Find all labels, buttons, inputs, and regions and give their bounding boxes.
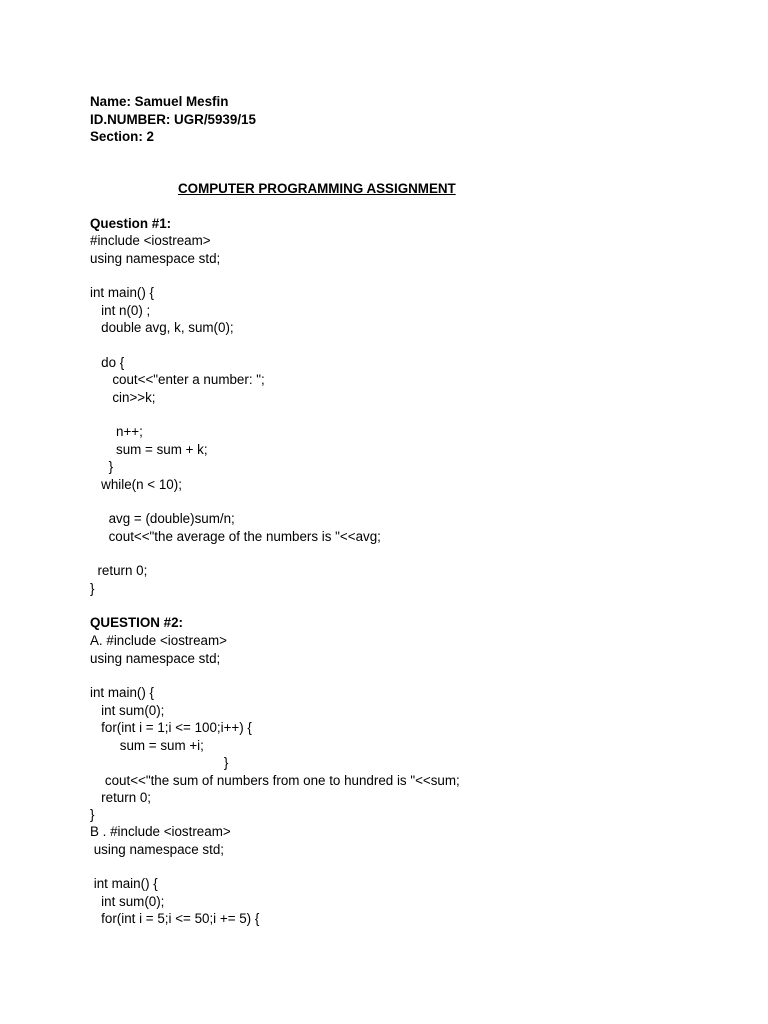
code-line: for(int i = 5;i <= 50;i += 5) {: [90, 911, 260, 926]
code-line: using namespace std;: [90, 251, 221, 266]
code-line: int sum(0);: [90, 894, 165, 909]
student-id-number: ID.NUMBER: UGR/5939/15: [90, 112, 256, 127]
code-line: }: [90, 755, 229, 770]
code-line: using namespace std;: [90, 842, 224, 857]
code-line: avg = (double)sum/n;: [90, 511, 235, 526]
code-line: do {: [90, 355, 125, 370]
code-line: cout<<"the average of the numbers is "<<avg;: [90, 529, 381, 544]
question-1-heading: Question #1:: [90, 216, 172, 231]
code-line: }: [90, 459, 114, 474]
assignment-title: COMPUTER PROGRAMMING ASSIGNMENT: [178, 181, 456, 196]
code-line: return 0;: [90, 563, 148, 578]
code-line: sum = sum + k;: [90, 442, 208, 457]
code-line: double avg, k, sum(0);: [90, 320, 234, 335]
code-line: A. #include <iostream>: [90, 633, 227, 648]
code-line: n++;: [90, 424, 143, 439]
code-line: int sum(0);: [90, 703, 165, 718]
question-2-heading: QUESTION #2:: [90, 615, 184, 630]
code-line: int main() {: [90, 876, 158, 891]
code-line: return 0;: [90, 790, 152, 805]
code-line: }: [90, 581, 95, 596]
code-line: #include <iostream>: [90, 233, 211, 248]
code-line: for(int i = 1;i <= 100;i++) {: [90, 720, 252, 735]
code-line: B . #include <iostream>: [90, 824, 231, 839]
code-line: cout<<"the sum of numbers from one to hundred is "<<sum;: [90, 773, 460, 788]
code-line: int n(0) ;: [90, 303, 151, 318]
code-line: }: [90, 807, 95, 822]
student-name: Name: Samuel Mesfin: [90, 94, 229, 109]
code-line: int main() {: [90, 685, 154, 700]
code-line: cout<<"enter a number: ";: [90, 372, 265, 387]
code-line: sum = sum +i;: [90, 738, 204, 753]
code-line: while(n < 10);: [90, 477, 182, 492]
code-line: cin>>k;: [90, 390, 156, 405]
student-section: Section: 2: [90, 129, 154, 144]
code-line: int main() {: [90, 285, 154, 300]
code-line: using namespace std;: [90, 651, 221, 666]
